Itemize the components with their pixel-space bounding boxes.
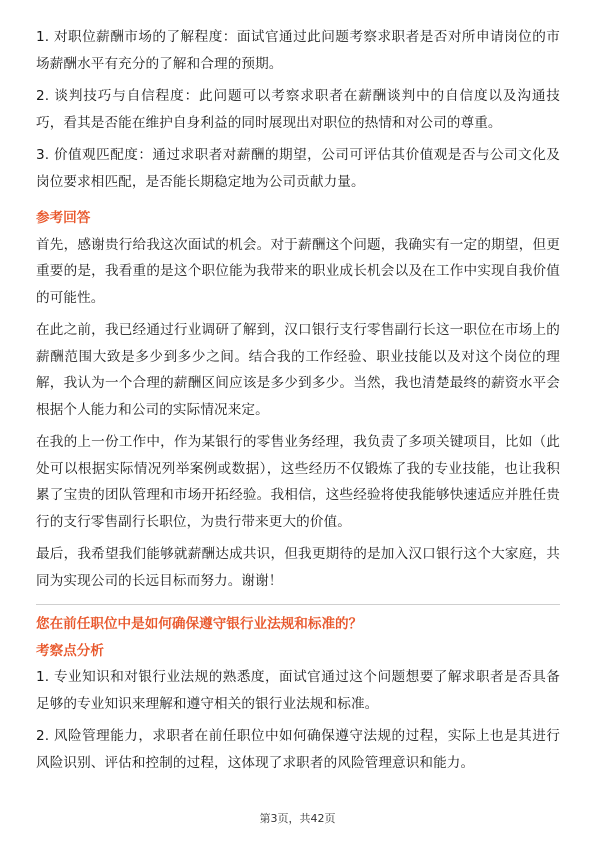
point-value-match: 3. 价值观匹配度：通过求职者对薪酬的期望，公司可评估其价值观是否与公司文化及岗位要求相匹配，是否能长期稳定地为公司贡献力量。 xyxy=(36,147,560,190)
point-risk-management: 2. 风险管理能力，求职者在前任职位中如何确保遵守法规的过程，实际上也是其进行风险识别、评估和控制的过程，这体现了求职者的风险管理意识和能力。 xyxy=(36,728,560,771)
question-title: 您在前任职位中是如何确保遵守银行业法规和标准的？ xyxy=(36,616,363,632)
answer-paragraph-1: 首先，感谢贵行给我这次面试的机会。对于薪酬这个问题，我确实有一定的期望，但更重要的是，我看重的是这个职位能为我带来的职业成长机会以及在工作中实现自我价值的可能性。 xyxy=(36,236,560,306)
point-regulation-knowledge: 1. 专业知识和对银行业法规的熟悉度，面试官通过这个问题想要了解求职者是否具备足够的专业知识来理解和遵守相关的银行业法规和标准。 xyxy=(36,669,560,712)
analysis-heading: 考察点分析 xyxy=(36,642,104,659)
page-number: 第3页，共42页 xyxy=(259,812,336,825)
answer-paragraph-2: 在此之前，我已经通过行业调研了解到，汉口银行支行零售副行长这一职位在市场上的薪酬范围大致是多少到多少之间。结合我的工作经验、职业技能以及对这个岗位的理解，我认为一个合理的薪酬区间应该是多少到多少。当然，我也清楚最终的薪资水平会根据个人能力和公司的实际情况来定。 xyxy=(36,322,560,418)
point-negotiation-skills: 2. 谈判技巧与自信程度：此问题可以考察求职者在薪酬谈判中的自信度以及沟通技巧，看其是否能在维护自身利益的同时展现出对职位的热情和对公司的尊重。 xyxy=(36,88,560,131)
document-page xyxy=(36,24,560,776)
answer-paragraph-3: 在我的上一份工作中，作为某银行的零售业务经理，我负责了多项关键项目，比如（此处可以根据实际情况列举案例或数据），这些经历不仅锻炼了我的专业技能，也让我积累了宝贵的团队管理和市场开拓经验。我相信，这些经验将使我能够快速适应并胜任贵行的支行零售副行长职位，为贵行带来更大的价值。 xyxy=(36,434,560,530)
answer-heading: 参考回答 xyxy=(36,210,91,226)
section-divider xyxy=(36,604,560,605)
answer-paragraph-4: 最后，我希望我们能够就薪酬达成共识，但我更期待的是加入汉口银行这个大家庭，共同为实现公司的长远目标而努力。谢谢！ xyxy=(36,546,560,589)
point-market-knowledge: 1. 对职位薪酬市场的了解程度：面试官通过此问题考察求职者是否对所申请岗位的市场薪酬水平有充分的了解和合理的预期。 xyxy=(36,29,560,72)
